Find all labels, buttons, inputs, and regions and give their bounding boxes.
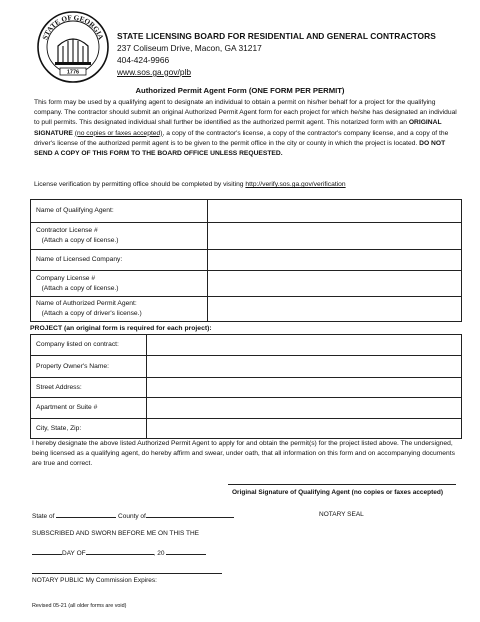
- subscribed-text: SUBSCRIBED AND SWORN BEFORE ME ON THIS THE: [32, 530, 199, 537]
- intro-paragraph: This form may be used by a qualifying agent to designate an individual to obtain a permit on his/her behalf for a project for the qualifying company. The contractor should submit an original Authorized Permit Agent form for each project for which he/she has designated an individual to pull permits. This designated individual shall further be identified as the authorized permit agent. This notarized form with an ORIGINAL SIGNATURE (no copies or faxes accepted), a copy of the contractor's license, a copy of the contractor's company license, and a copy of the driver's license of the authorized permit agent is to be given to the permit office in the city or county in which the project is located. DO NOT SEND A COPY OF THIS FORM TO THE BOARD OFFICE UNLESS REQUESTED.: [34, 99, 457, 158]
- agency-phone: 404-424-9966: [117, 55, 170, 65]
- company-contract-field[interactable]: [147, 335, 462, 356]
- county-blank[interactable]: [146, 511, 234, 518]
- table-row: [31, 223, 462, 250]
- project-header: PROJECT (an original form is required for each project):: [30, 325, 212, 332]
- table-row: [31, 297, 462, 322]
- company-license-field[interactable]: [208, 271, 462, 297]
- qualifying-agent-field[interactable]: [208, 200, 462, 223]
- notary-signature-line[interactable]: [32, 573, 222, 574]
- licensed-company-field[interactable]: [208, 250, 462, 271]
- permit-agent-label: Name of Authorized Permit Agent: (Attach a copy of driver's license.): [31, 297, 208, 322]
- agency-website-link[interactable]: www.sos.ga.gov/plb: [117, 67, 192, 77]
- month-blank[interactable]: [86, 548, 154, 555]
- state-blank[interactable]: [56, 511, 116, 518]
- seal-text: STATE OF GEORGIA: [41, 13, 105, 41]
- day-blank[interactable]: [32, 548, 62, 555]
- table-row: [31, 200, 462, 223]
- qualifying-agent-label: Name of Qualifying Agent:: [31, 200, 208, 223]
- company-license-label: Company License # (Attach a copy of license.): [31, 271, 208, 297]
- revision-note: Revised 05-21 (all older forms are void): [32, 603, 127, 609]
- signature-line[interactable]: [228, 484, 456, 485]
- agency-address: 237 Coliseum Drive, Macon, GA 31217: [117, 43, 262, 53]
- year-blank[interactable]: [166, 548, 206, 555]
- contractor-license-label: Contractor License # (Attach a copy of license.): [31, 223, 208, 250]
- form-title: Authorized Permit Agent Form (ONE FORM PER PERMIT): [135, 86, 345, 95]
- city-state-zip-field[interactable]: [147, 419, 462, 439]
- table-row: [31, 356, 462, 378]
- table-row: [31, 250, 462, 271]
- table-row: [31, 335, 462, 356]
- signature-label: Original Signature of Qualifying Agent (no copies or faxes accepted): [232, 489, 444, 496]
- contractor-license-field[interactable]: [208, 223, 462, 250]
- table-row: [31, 378, 462, 398]
- seal-year: 1776: [66, 69, 80, 76]
- property-owner-field[interactable]: [147, 356, 462, 378]
- apartment-suite-field[interactable]: [147, 398, 462, 419]
- company-contract-label: Company listed on contract:: [31, 335, 147, 356]
- georgia-state-seal: [36, 10, 110, 84]
- table-row: [31, 398, 462, 419]
- project-table: [30, 334, 462, 439]
- notary-public-label: NOTARY PUBLIC My Commission Expires:: [32, 577, 157, 584]
- date-line: DAY OF , 20: [32, 548, 206, 557]
- permit-agent-field[interactable]: [208, 297, 462, 322]
- property-owner-label: Property Owner's Name:: [31, 356, 147, 378]
- agent-info-table: [30, 199, 462, 322]
- street-address-label: Street Address:: [31, 378, 147, 398]
- verification-note: License verification by permitting office should be completed by visiting http://verify.sos.ga.gov/verification: [34, 181, 346, 188]
- street-address-field[interactable]: [147, 378, 462, 398]
- city-state-zip-label: City, State, Zip:: [31, 419, 147, 439]
- declaration-paragraph: I hereby designate the above listed Authorized Permit Agent to apply for and obtain the permit(s) for the project listed above. The undersigned, being licensed as a qualifying agent, do hereby affirm and swear, under oath, that all information on this form and on accompanying documents are true and correct.: [32, 440, 455, 468]
- notary-seal-label: NOTARY SEAL: [319, 511, 364, 518]
- licensed-company-label: Name of Licensed Company:: [31, 250, 208, 271]
- agency-name: STATE LICENSING BOARD FOR RESIDENTIAL AND GENERAL CONTRACTORS: [117, 31, 436, 41]
- table-row: [31, 419, 462, 439]
- state-county-line: State of County of: [32, 511, 234, 520]
- apartment-suite-label: Apartment or Suite #: [31, 398, 147, 419]
- table-row: [31, 271, 462, 297]
- verification-link[interactable]: http://verify.sos.ga.gov/verification: [245, 181, 346, 188]
